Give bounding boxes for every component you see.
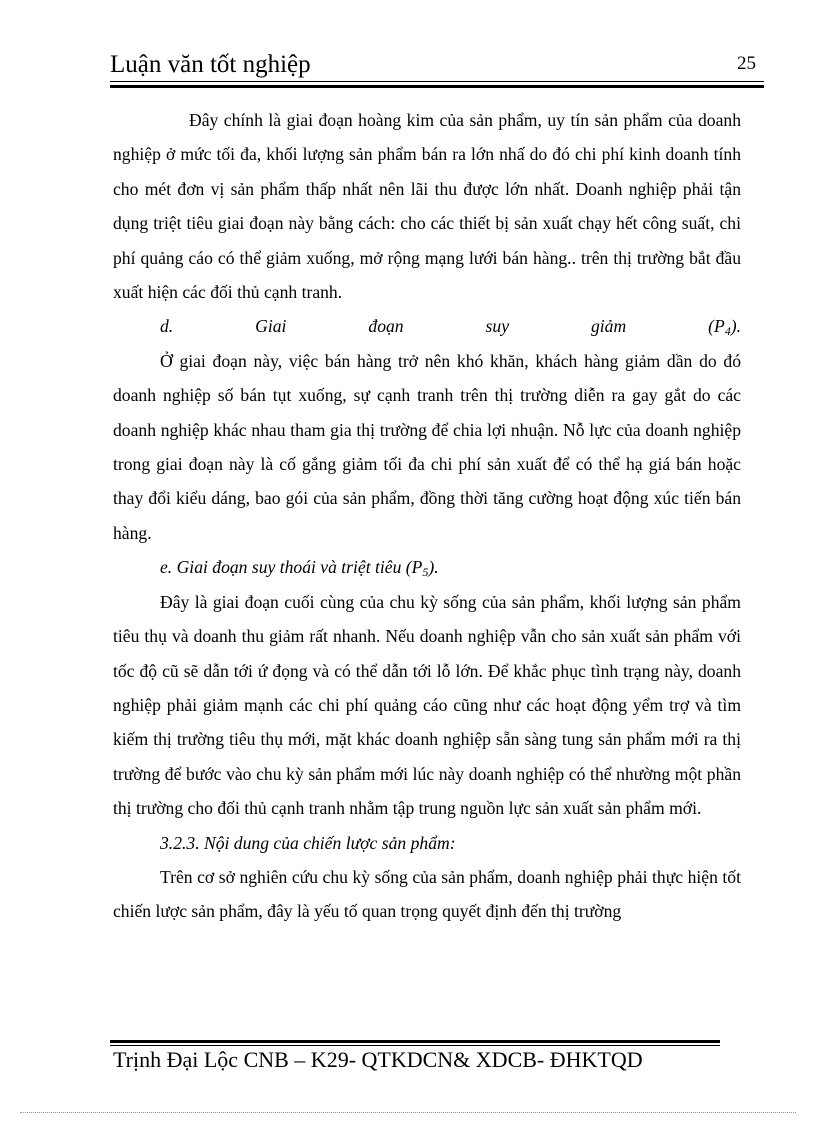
paragraph-1: Đây chính là giai đoạn hoàng kim của sản phẩm, uy tín sản phẩm của doanh nghiệp ở mức tối đa, khối lượng sản phẩm bán ra lớn nhấ do đó chi phí kinh doanh tính cho mét đơn vị sản phẩm thấp nhất nên lãi thu được lớn nhất. Doanh nghiệp phải tận dụng triệt tiêu giai đoạn này bằng cách: cho các thiết bị sản xuất chạy hết công suất, chi phí quảng cáo có thể giảm xuống, mở rộng mạng lưới bán hàng.. trên thị trường bắt đầu xuất hiện các đối thủ cạnh tranh. (113, 110, 741, 303)
paragraph-3: Đây là giai đoạn cuối cùng của chu kỳ sống của sản phẩm, khối lượng sản phẩm tiêu thụ và doanh thu giảm rất nhanh. Nếu doanh nghiệp vẫn cho sản xuất sản phẩm với tốc độ cũ sẽ dẫn tới ứ đọng và có thể dẫn tới lỗ lớn. Để khắc phục tình trạng này, doanh nghiệp phải giảm mạnh các chi phí quảng cáo cũng như các hoạt động yểm trợ và tìm kiếm thị trường tiêu thụ mới, mặt khác doanh nghiệp sẵn sàng tung sản phẩm mới ra thị trường để bước vào chu kỳ sản phẩm mới lúc này doanh nghiệp có thể nhường một phần thị trường cho đối thủ cạnh tranh nhằm tập trung nguồn lực sản xuất sản phẩm mới. (113, 591, 741, 819)
heading-d-close: ). (730, 316, 741, 337)
header-rule-top (110, 81, 764, 82)
body-text (113, 103, 741, 929)
heading-d (113, 309, 741, 343)
heading-3-2-3: 3.2.3. Nội dung của chiến lược sản phẩm: (160, 832, 456, 853)
page-number: 25 (737, 53, 756, 74)
footer-rule-top (110, 1040, 720, 1043)
paragraph-4: Trên cơ sở nghiên cứu chu kỳ sống của sản phẩm, doanh nghiệp phải thực hiện tốt chiến lược sản phẩm, đây là yếu tố quan trọng quyết định đến thị trường (113, 866, 741, 922)
heading-e (113, 550, 741, 584)
heading-e-sub: 5 (422, 565, 429, 580)
heading-e-close: ). (428, 557, 439, 578)
page-edge-dots (20, 1112, 796, 1113)
footer-text: Trịnh Đại Lộc CNB – K29- QTKDCN& XDCB- ĐHKTQD (113, 1047, 643, 1072)
paragraph-2: Ở giai đoạn này, việc bán hàng trở nên khó khăn, khách hàng giảm dần do đó doanh nghiệp số bán tụt xuống, sự cạnh tranh trên thị trường diễn ra gay gắt do các doanh nghiệp khác nhau tham gia thị trường để chia lợi nhuận. Nỗ lực của doanh nghiệp trong giai đoạn này là cố gắng giảm tối đa chi phí sản xuất để có thể hạ giá bán hoặc thay đổi kiểu dáng, bao gói của sản phẩm, đồng thời tăng cường hoạt động xúc tiến bán hàng. (113, 350, 741, 543)
heading-e-text: e. Giai đoạn suy thoái và triệt tiêu (P (160, 557, 423, 578)
heading-d-text: d. Giai đoạn suy giảm (P (160, 316, 725, 337)
heading-d-sub: 4 (724, 324, 731, 339)
header-title: Luận văn tốt nghiệp (110, 51, 311, 78)
header-rule-bottom (110, 85, 764, 88)
